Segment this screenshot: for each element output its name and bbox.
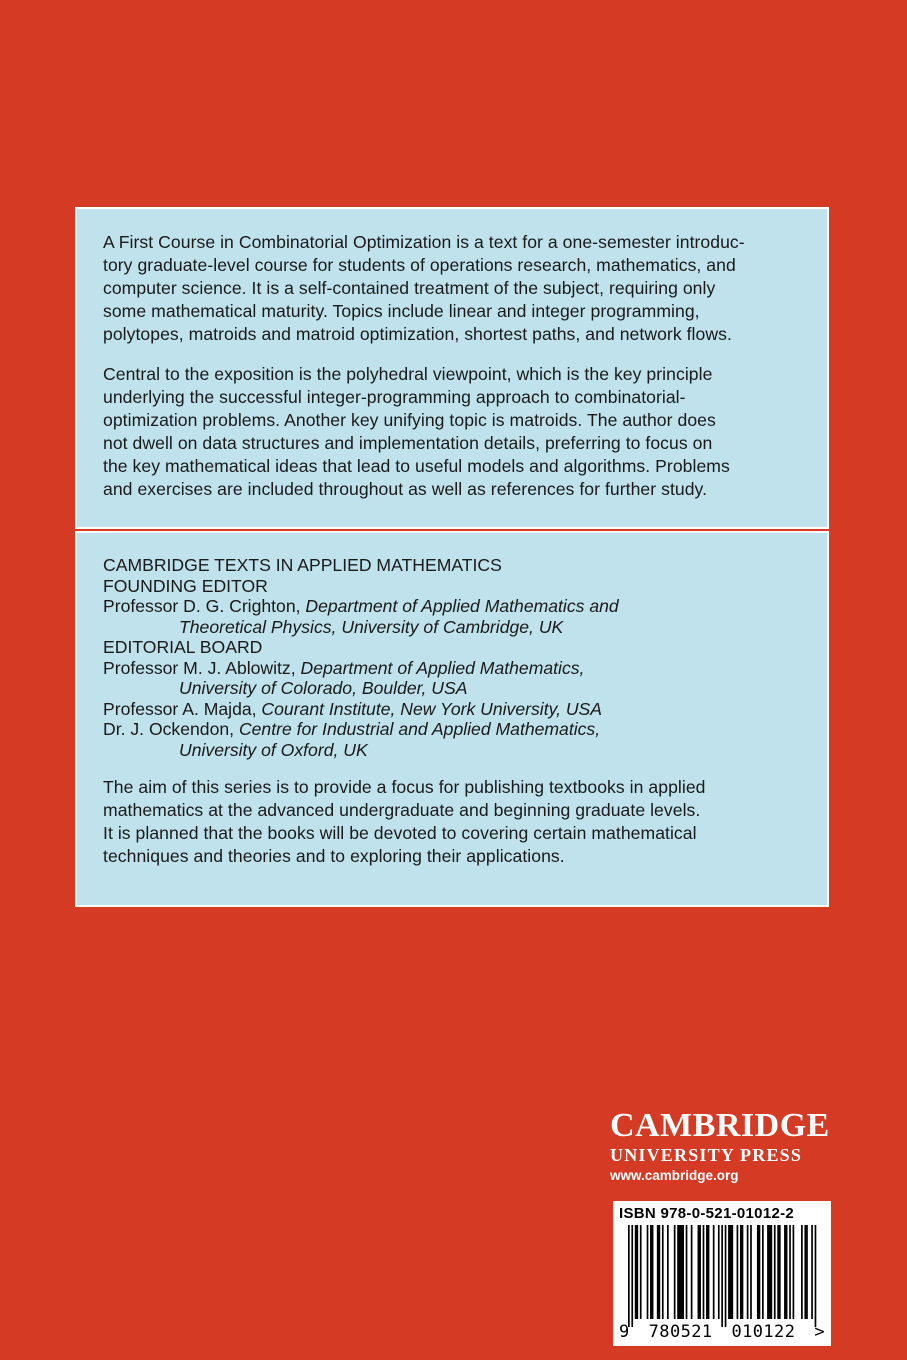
barcode-bar xyxy=(718,1225,720,1319)
barcode-bar xyxy=(628,1225,630,1327)
barcode-digits: 9 780521 010122 > xyxy=(619,1322,825,1342)
barcode-bar xyxy=(804,1225,807,1319)
description-paragraph-1: A First Course in Combinatorial Optimization is a text for a one-semester introduc- tory graduate-level course for students of operations research, mathematics, and computer science. It is a self-contained treatment of the subject, requiring only some mathematical maturity. Topics include linear and integer programming, polytopes, matroids and matroid optimization, shortest paths, and network flows. xyxy=(103,232,745,344)
barcode-bar xyxy=(706,1225,709,1319)
publisher-logo xyxy=(610,1108,832,1185)
barcode-bar xyxy=(657,1225,660,1319)
barcode-bar xyxy=(640,1225,642,1319)
barcode-bar xyxy=(686,1225,688,1319)
barcode-bar xyxy=(698,1225,701,1319)
barcode-bar xyxy=(762,1225,764,1319)
founding-editor-heading: FOUNDING EDITOR xyxy=(103,575,268,596)
founding-editor: Professor D. G. Crighton, Department of Applied Mathematics and xyxy=(103,596,619,616)
barcode-bar xyxy=(662,1225,664,1319)
barcode-bar xyxy=(713,1225,715,1319)
description-panel xyxy=(75,207,829,529)
board-member: Dr. J. Ockendon, Centre for Industrial and Applied Mathematics, xyxy=(103,719,601,739)
isbn-barcode xyxy=(613,1201,831,1346)
board-member-affiliation: University of Colorado, Boulder, USA xyxy=(179,678,468,698)
barcode-bar xyxy=(801,1225,803,1319)
description-paragraph-2: Central to the exposition is the polyhedral viewpoint, which is the key principle underlying the successful integer-programming approach to combinatorial- optimization problems. Another key unifying topic is matroids. The author does not dwell on data structures and implementation details, preferring to focus on the key mathematical ideas that lead to useful models and algorithms. Problems and exercises are included throughout as well as references for further study. xyxy=(103,364,730,499)
barcode-bar xyxy=(647,1225,649,1319)
publisher-subtitle: UNIVERSITY PRESS xyxy=(610,1145,803,1165)
barcode-bar xyxy=(691,1225,693,1319)
founding-editor-affiliation: Theoretical Physics, University of Cambridge, UK xyxy=(179,616,564,637)
series-aim-paragraph: The aim of this series is to provide a focus for publishing textbooks in applied mathematics at the advanced undergraduate and beginning graduate levels. It is planned that the books will be devoted to covering certain mathematical techniques and theories and to exploring their applications. xyxy=(103,777,706,866)
barcode-bar xyxy=(631,1225,633,1327)
series-panel xyxy=(75,531,829,907)
barcode-bar xyxy=(793,1225,795,1319)
barcode-bar xyxy=(750,1225,752,1319)
barcode-bar xyxy=(757,1225,760,1319)
board-member: Professor A. Majda, Courant Institute, New York University, USA xyxy=(103,698,603,719)
barcode-bar xyxy=(811,1225,813,1319)
barcode-bar xyxy=(774,1225,776,1319)
publisher-url: www.cambridge.org xyxy=(610,1168,739,1183)
publisher-name: CAMBRIDGE xyxy=(610,1107,830,1144)
barcode-bar xyxy=(703,1225,705,1319)
barcode-bar xyxy=(767,1225,772,1319)
barcode-bar xyxy=(635,1225,638,1319)
barcode-bar xyxy=(677,1225,684,1319)
board-member: Professor M. J. Ablowitz, Department of Applied Mathematics, xyxy=(103,657,585,678)
barcode-bar xyxy=(789,1225,791,1319)
series-title: CAMBRIDGE TEXTS IN APPLIED MATHEMATICS xyxy=(103,555,502,575)
barcode-bar xyxy=(667,1225,669,1319)
barcode-bar xyxy=(777,1225,780,1319)
barcode-bar xyxy=(737,1225,739,1319)
barcode-bar xyxy=(784,1225,787,1319)
barcode-bar xyxy=(725,1225,727,1327)
barcode-bar xyxy=(650,1225,653,1319)
board-heading: EDITORIAL BOARD xyxy=(103,637,263,657)
board-member-affiliation: University of Oxford, UK xyxy=(179,739,368,760)
barcode-bar xyxy=(674,1225,676,1319)
barcode-bar xyxy=(721,1225,723,1327)
barcode-bar xyxy=(740,1225,743,1319)
barcode-bars xyxy=(628,1225,818,1327)
barcode-bar xyxy=(747,1225,749,1319)
isbn-label: ISBN 978-0-521-01012-2 xyxy=(619,1205,795,1222)
barcode-bar xyxy=(728,1225,733,1319)
barcode-bar xyxy=(815,1225,817,1327)
